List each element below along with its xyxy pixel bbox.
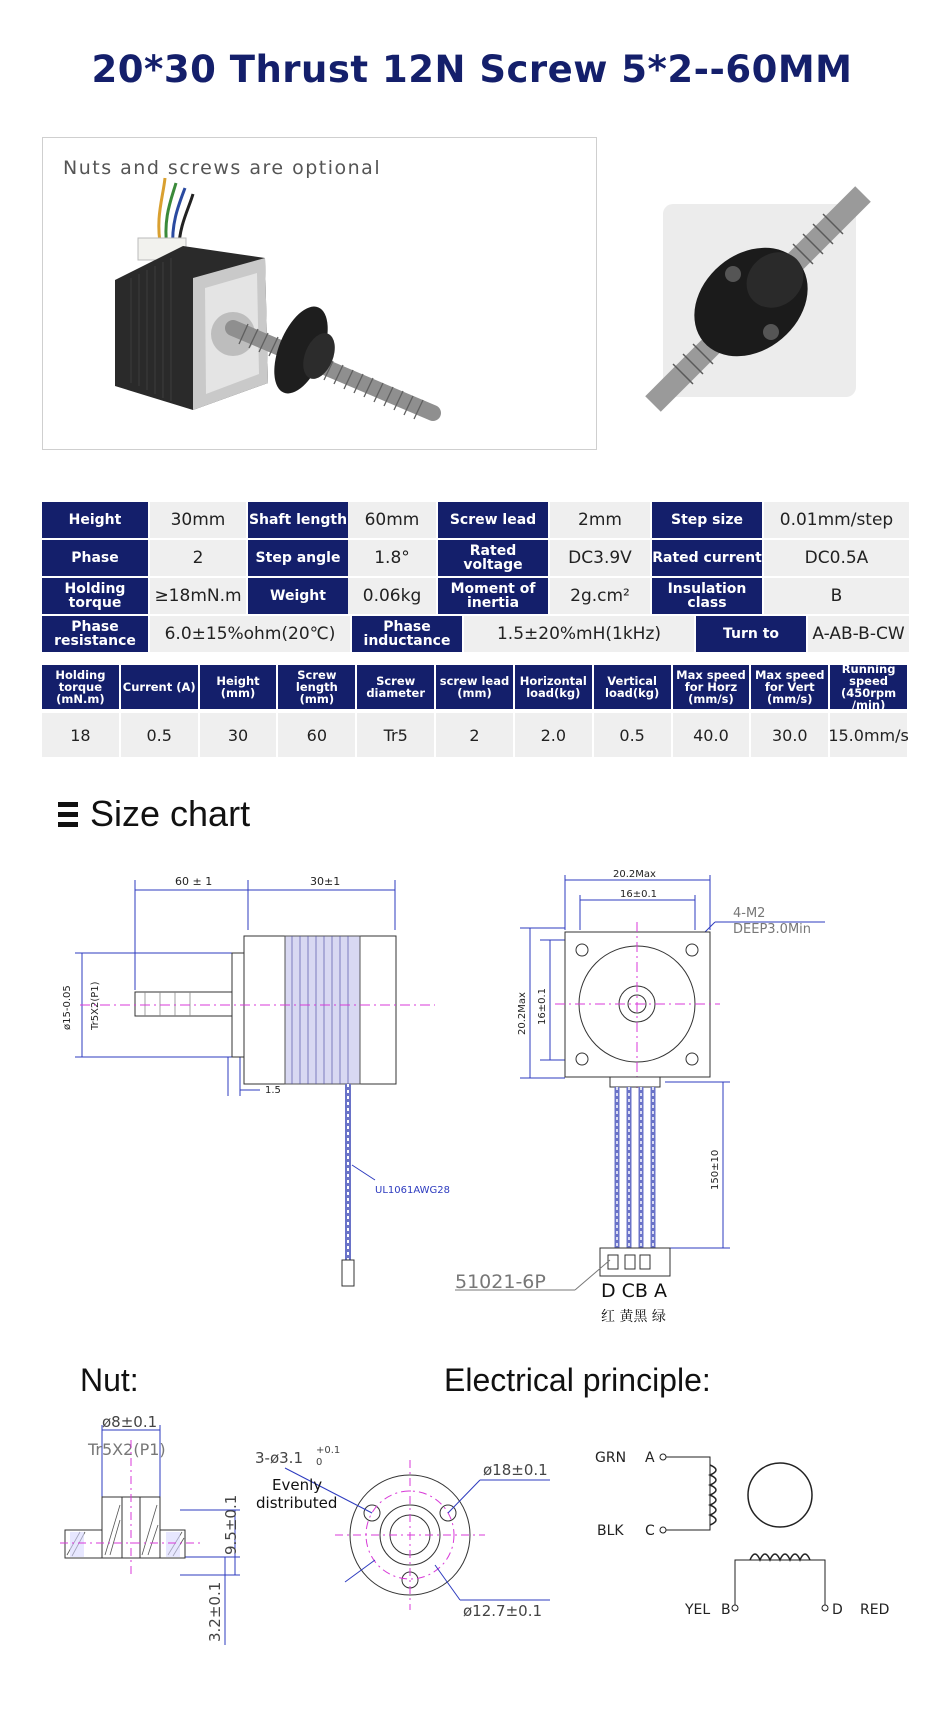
page-title: 20*30 Thrust 12N Screw 5*2--60MM	[91, 48, 853, 91]
front-view-drawing	[455, 860, 885, 1330]
perf-header: Running speed (450rpm /min)	[830, 665, 907, 709]
spec-value: 6.0±15%ohm(20℃)	[150, 616, 350, 652]
perf-header: Screw diameter	[357, 665, 434, 709]
perf-value: 0.5	[594, 713, 671, 757]
perf-header: Horizontal load(kg)	[515, 665, 592, 709]
label-red: RED	[860, 1602, 890, 1618]
perf-value: 40.0	[673, 713, 750, 757]
spec-value: 2g.cm²	[550, 578, 650, 614]
perf-value: 18	[42, 713, 119, 757]
spec-value: 30mm	[150, 502, 246, 538]
spec-label: Rated voltage	[438, 540, 548, 576]
perf-header: Holding torque (mN.m)	[42, 665, 119, 709]
spec-label: Phase resistance	[42, 616, 148, 652]
size-chart-title	[58, 793, 250, 835]
diameter-dim: ø15-0.05	[62, 985, 73, 1030]
hole-note-2: DEEP3.0Min	[733, 922, 812, 937]
nut-note-2: distributed	[256, 1494, 338, 1512]
label-grn: GRN	[595, 1450, 627, 1466]
spec-row	[42, 540, 909, 576]
spec-label: Shaft length	[248, 502, 348, 538]
nut-flange-diameter: ø18±0.1	[483, 1461, 548, 1479]
perf-value: 30.0	[751, 713, 828, 757]
spec-label: Holding torque	[42, 578, 148, 614]
spec-value: B	[764, 578, 909, 614]
body-length-dim: 30±1	[310, 875, 341, 888]
nut-holes-tol-bottom: 0	[316, 1457, 323, 1468]
hole-spacing-v-dim: 16±0.1	[537, 987, 548, 1025]
spec-value: 1.5±20%mH(1kHz)	[464, 616, 694, 652]
connector-label: 51021-6P	[455, 1271, 546, 1293]
perf-value: 60	[278, 713, 355, 757]
nut-thread: Tr5X2(P1)	[88, 1440, 166, 1459]
perf-header: Height (mm)	[200, 665, 277, 709]
spec-value: ≥18mN.m	[150, 578, 246, 614]
nut-holes-tol-top: +0.1	[316, 1445, 341, 1456]
spec-label: Phase	[42, 540, 148, 576]
nut-front-drawing	[250, 1440, 550, 1640]
wire-label: UL1061AWG28	[375, 1185, 450, 1196]
menu-bars-icon	[58, 802, 78, 827]
electrical-diagram	[585, 1440, 905, 1630]
spec-label: Phase inductance	[352, 616, 462, 652]
perf-header: Max speed for Horz (mm/s)	[673, 665, 750, 709]
nut-holes: 3-ø3.1	[255, 1449, 303, 1467]
label-yel: YEL	[685, 1602, 711, 1618]
perf-header: Current (A)	[121, 665, 198, 709]
height-max-dim: 20.2Max	[517, 992, 528, 1035]
nut-note-1: Evenly	[272, 1476, 323, 1494]
label-c: C	[645, 1523, 655, 1539]
perf-header: Screw length (mm)	[278, 665, 355, 709]
label-a: A	[645, 1450, 655, 1466]
spec-value: 2	[150, 540, 246, 576]
perf-header: screw lead (mm)	[436, 665, 513, 709]
nut-flange-dim: 3.2±0.1	[206, 1581, 224, 1642]
side-view-drawing	[60, 860, 500, 1300]
spec-value: 1.8°	[348, 540, 436, 576]
spec-value: 60mm	[348, 502, 436, 538]
perf-value: 0.5	[121, 713, 198, 757]
perf-value: 30	[200, 713, 277, 757]
nut-pitch-diameter: ø12.7±0.1	[463, 1602, 542, 1620]
perf-value: 15.0mm/s	[830, 713, 907, 757]
spec-label: Screw lead	[438, 502, 548, 538]
nut-small-diameter: ø8±0.1	[102, 1413, 158, 1431]
spec-value: 0.06kg	[348, 578, 436, 614]
spec-value: A-AB-B-CW	[808, 616, 909, 652]
nut-height-dim: 9.5±0.1	[222, 1494, 240, 1555]
label-b: B	[721, 1602, 731, 1618]
spec-label: Step angle	[248, 540, 348, 576]
nut-closeup-image	[663, 204, 856, 397]
spec-value: DC3.9V	[550, 540, 650, 576]
hole-note-1: 4-M2	[733, 906, 766, 921]
thread-dim: Tr5X2(P1)	[90, 981, 101, 1030]
spec-value: DC0.5A	[764, 540, 909, 576]
hole-spacing-dim: 16±0.1	[620, 889, 658, 900]
spec-label: Rated current	[652, 540, 762, 576]
perf-value: Tr5	[357, 713, 434, 757]
lead-length-dim: 150±10	[710, 1149, 721, 1190]
spec-row	[42, 616, 909, 652]
spec-label: Moment of inertia	[438, 578, 548, 614]
electrical-heading: Electrical principle:	[444, 1362, 711, 1398]
spec-label: Height	[42, 502, 148, 538]
shaft-length-dim: 60 ± 1	[175, 875, 213, 888]
spec-value: 2mm	[550, 502, 650, 538]
spec-row	[42, 578, 909, 614]
photo-caption: Nuts and screws are optional	[63, 157, 382, 179]
flange-dim: 1.5	[265, 1085, 281, 1096]
perf-value: 2.0	[515, 713, 592, 757]
label-d: D	[832, 1602, 843, 1618]
perf-value: 2	[436, 713, 513, 757]
label-blk: BLK	[597, 1523, 624, 1539]
spec-value: 0.01mm/step	[764, 502, 909, 538]
width-max-dim: 20.2Max	[613, 869, 656, 880]
spec-row	[42, 502, 909, 538]
spec-label: Turn to	[696, 616, 806, 652]
spec-label: Weight	[248, 578, 348, 614]
size-chart-label: Size chart	[90, 793, 251, 834]
stepper-motor-image	[43, 138, 598, 451]
pin-colors: 红 黄黑 绿	[601, 1309, 666, 1325]
spec-label: Step size	[652, 502, 762, 538]
nut-side-drawing	[60, 1410, 260, 1650]
perf-header: Vertical load(kg)	[594, 665, 671, 709]
nut-heading: Nut:	[80, 1362, 139, 1398]
spec-label: Insulation class	[652, 578, 762, 614]
product-photo	[42, 137, 597, 450]
perf-header: Max speed for Vert (mm/s)	[751, 665, 828, 709]
pin-labels: D CB A	[601, 1280, 668, 1302]
